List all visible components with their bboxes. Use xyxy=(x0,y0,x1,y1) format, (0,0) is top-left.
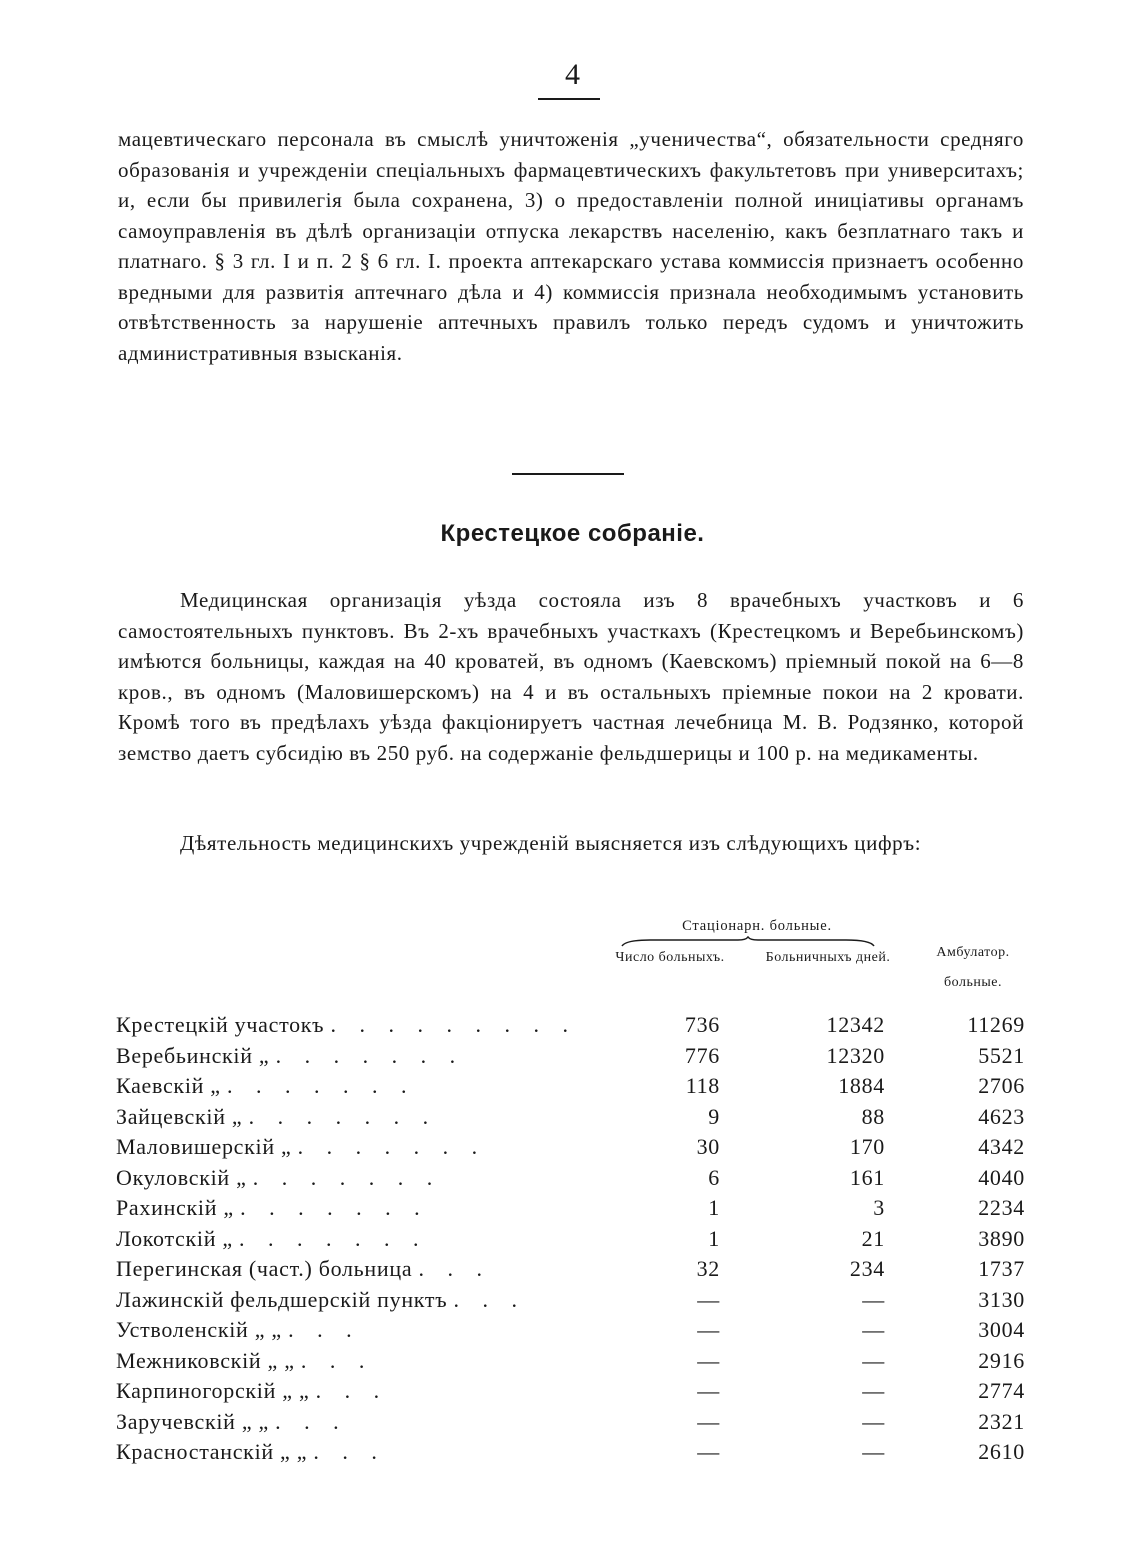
row-name-cell xyxy=(116,1285,628,1316)
row-days-cell: 3 xyxy=(873,1195,885,1221)
row-outpatients-cell: 2321 xyxy=(978,1408,1025,1434)
row-outpatients-cell: 4342 xyxy=(978,1134,1025,1160)
table-row xyxy=(116,1224,1025,1255)
row-patients-cell: 118 xyxy=(685,1073,720,1099)
table-row xyxy=(116,1102,1025,1133)
row-days-cell: — xyxy=(862,1408,885,1434)
table-row xyxy=(116,1315,1025,1346)
row-patients-cell: 30 xyxy=(696,1134,720,1160)
row-name-label: Веребьинскій „ xyxy=(116,1042,270,1068)
row-patients-cell: — xyxy=(697,1286,720,1312)
row-name-label: Окуловскій „ xyxy=(116,1164,247,1190)
section-paragraph-2: Дѣятельность медицинскихъ учрежденій выясняется изъ слѣдующихъ цифръ: xyxy=(180,831,922,855)
table-row xyxy=(116,1254,1025,1285)
row-days-cell: 161 xyxy=(849,1164,885,1190)
row-patients-cell: — xyxy=(697,1317,720,1343)
row-days-cell: — xyxy=(862,1347,885,1373)
row-patients-cell: — xyxy=(697,1378,720,1404)
row-leader-dots: . . . . . . . xyxy=(240,1195,429,1221)
row-name-cell xyxy=(116,1193,628,1224)
row-days-cell: 88 xyxy=(861,1103,885,1129)
row-name-label: Заручевскій „ „ xyxy=(116,1408,269,1434)
row-outpatients-cell: 4623 xyxy=(978,1103,1025,1129)
row-outpatients-cell: 2916 xyxy=(978,1347,1025,1373)
table-row xyxy=(116,1346,1025,1377)
row-name-cell xyxy=(116,1407,628,1438)
row-leader-dots: . . . . . . . xyxy=(275,1042,465,1068)
row-days-cell: 234 xyxy=(849,1256,885,1282)
table-col-header-days: Больничныхъ дней. xyxy=(765,950,891,965)
row-outpatients-cell: 3130 xyxy=(978,1286,1025,1312)
row-leader-dots: . . . xyxy=(315,1378,389,1404)
table-row xyxy=(116,1071,1025,1102)
table-row xyxy=(116,1285,1025,1316)
table-row xyxy=(116,1376,1025,1407)
row-outpatients-cell: 1737 xyxy=(978,1256,1025,1282)
row-name-label: Зайцевскій „ xyxy=(116,1103,243,1129)
row-name-label: Крестецкій участокъ xyxy=(116,1012,325,1038)
table-col-header-patients: Число больныхъ. xyxy=(615,950,725,965)
page-number-rule xyxy=(538,98,600,100)
row-days-cell: 12342 xyxy=(826,1012,885,1038)
intro-paragraph: мацевтическаго персонала въ смыслѣ уничтоженія „ученичества“, обязательности средняго образованія и учрежденіи спеціальныхъ фармацевтическихъ факультетовъ при университахъ; и, если бы привилегія была сохранена, 3) о предоставленіи полной иниціативы органамъ самоуправленія въ дѣлѣ организаціи отпуска лекарствъ населенію, какъ безплатнаго такъ и платнаго. § 3 гл. I и п. 2 § 6 гл. I. проекта аптекарскаго устава коммиссія признаетъ особенно вредными для развитія аптечнаго дѣла и 4) коммиссія признала необходимымъ установить отвѣтственность за нарушеніе аптечныхъ правилъ только передъ судомъ и уничтожить административныя взысканія. xyxy=(118,127,1024,365)
row-leader-dots: . . . . . . . xyxy=(248,1103,438,1129)
table-row xyxy=(116,1407,1025,1438)
row-outpatients-cell: 2610 xyxy=(978,1439,1025,1465)
row-name-cell xyxy=(116,1132,628,1163)
row-days-cell: 12320 xyxy=(826,1042,885,1068)
row-outpatients-cell: 2706 xyxy=(978,1073,1025,1099)
row-outpatients-cell: 2774 xyxy=(978,1378,1025,1404)
row-leader-dots: . . . xyxy=(275,1408,348,1434)
row-patients-cell: — xyxy=(697,1439,720,1465)
row-days-cell: 170 xyxy=(849,1134,885,1160)
row-name-label: Лажинскій фельдшерскій пунктъ xyxy=(116,1286,448,1312)
row-outpatients-cell: 5521 xyxy=(978,1042,1025,1068)
row-patients-cell: 32 xyxy=(696,1256,720,1282)
table-row xyxy=(116,1132,1025,1163)
row-leader-dots: . . . xyxy=(300,1347,374,1373)
row-name-label: Каевскій „ xyxy=(116,1073,221,1099)
row-outpatients-cell: 3890 xyxy=(978,1225,1025,1251)
table-col-header-outpatients: Амбулатор. больные. xyxy=(936,945,1010,990)
row-name-label: Карпиногорскій „ „ xyxy=(116,1378,310,1404)
row-leader-dots: . . . . . . . xyxy=(226,1073,416,1099)
table-group-header: Стаціонарн. больные. xyxy=(682,918,832,934)
row-name-cell xyxy=(116,1071,628,1102)
row-name-cell xyxy=(116,1437,628,1468)
row-patients-cell: 9 xyxy=(708,1103,720,1129)
row-leader-dots: . . . . . . . . . xyxy=(330,1012,577,1038)
row-outpatients-cell: 11269 xyxy=(967,1012,1025,1038)
row-days-cell: — xyxy=(862,1317,885,1343)
table-row xyxy=(116,1041,1025,1072)
page-number: 4 xyxy=(565,58,580,91)
row-leader-dots: . . . . . . . xyxy=(239,1225,428,1251)
row-leader-dots: . . . xyxy=(453,1286,526,1312)
row-days-cell: — xyxy=(862,1286,885,1312)
row-name-label: Устволенскій „ „ xyxy=(116,1317,282,1343)
table-row xyxy=(116,1193,1025,1224)
row-name-label: Перегинская (част.) больница xyxy=(116,1256,413,1282)
section-divider xyxy=(512,473,624,475)
row-outpatients-cell: 2234 xyxy=(978,1195,1025,1221)
row-days-cell: 21 xyxy=(861,1225,885,1251)
row-name-cell xyxy=(116,1254,628,1285)
row-days-cell: — xyxy=(862,1378,885,1404)
section-title: Крестецкое собраніе. xyxy=(440,520,705,547)
row-patients-cell: 6 xyxy=(708,1164,720,1190)
row-days-cell: — xyxy=(862,1439,885,1465)
row-name-cell xyxy=(116,1102,628,1133)
row-patients-cell: 1 xyxy=(708,1225,720,1251)
row-name-cell xyxy=(116,1041,628,1072)
row-patients-cell: — xyxy=(697,1347,720,1373)
row-name-label: Красностанскій „ „ xyxy=(116,1439,308,1465)
row-name-cell xyxy=(116,1010,628,1041)
row-days-cell: 1884 xyxy=(838,1073,885,1099)
row-outpatients-cell: 3004 xyxy=(978,1317,1025,1343)
stats-table xyxy=(116,1010,1025,1468)
row-name-cell xyxy=(116,1224,628,1255)
row-name-cell xyxy=(116,1376,628,1407)
row-name-cell xyxy=(116,1163,628,1194)
row-name-cell xyxy=(116,1315,628,1346)
table-row xyxy=(116,1163,1025,1194)
row-patients-cell: 776 xyxy=(684,1042,720,1068)
row-leader-dots: . . . xyxy=(418,1256,492,1282)
row-leader-dots: . . . . . . . xyxy=(297,1134,487,1160)
row-name-cell xyxy=(116,1346,628,1377)
row-outpatients-cell: 4040 xyxy=(978,1164,1025,1190)
row-patients-cell: 736 xyxy=(684,1012,720,1038)
table-row xyxy=(116,1010,1025,1041)
row-leader-dots: . . . . . . . xyxy=(252,1164,442,1190)
row-name-label: Маловишерскій „ xyxy=(116,1134,292,1160)
row-leader-dots: . . . xyxy=(313,1439,386,1465)
row-name-label: Рахинскій „ xyxy=(116,1195,234,1221)
row-patients-cell: — xyxy=(697,1408,720,1434)
row-patients-cell: 1 xyxy=(708,1195,720,1221)
table-row xyxy=(116,1437,1025,1468)
row-name-label: Локотскій „ xyxy=(116,1225,233,1251)
row-leader-dots: . . . xyxy=(288,1317,361,1343)
section-paragraph-1: Медицинская организація уѣзда состояла изъ 8 врачебныхъ участковъ и 6 самостоятельныхъ пунктовъ. Въ 2-хъ врачебныхъ участкахъ (Крестецкомъ и Веребьинскомъ) имѣются больницы, каждая на 40 кроватей, въ одномъ (Каевскомъ) пріемный покой на 6—8 кров., въ одномъ (Маловишерскомъ) на 4 и въ остальныхъ пріемные покои на 2 кровати. Кромѣ того въ предѣлахъ уѣзда факціонируетъ частная лечебница М. В. Родзянко, которой земство даетъ субсидію въ 250 руб. на содержаніе фельдшерицы и 100 р. на медикаменты. xyxy=(118,588,1024,765)
row-name-label: Межниковскій „ „ xyxy=(116,1347,295,1373)
